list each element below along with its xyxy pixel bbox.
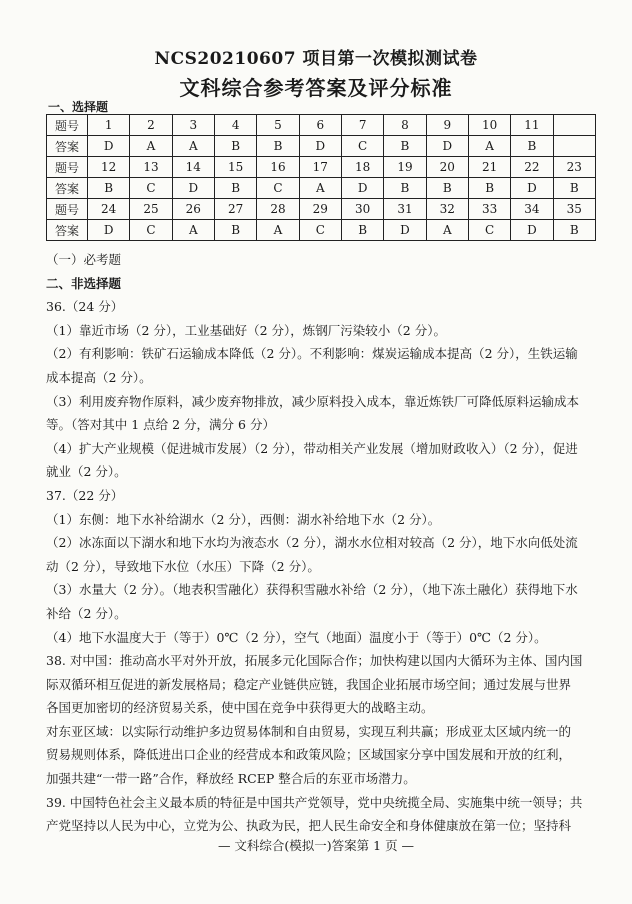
table-cell: 21 <box>468 157 510 178</box>
table-cell: 30 <box>341 199 383 220</box>
table-cell: 9 <box>426 115 468 136</box>
table-cell: A <box>172 220 214 241</box>
question-number-row <box>47 157 596 178</box>
question-number-row <box>47 115 596 136</box>
table-cell: 28 <box>257 199 299 220</box>
table-cell: B <box>511 136 553 157</box>
answer-line: 二、非选择题 <box>46 275 122 291</box>
table-cell: 29 <box>299 199 341 220</box>
answer-line: （4）扩大产业规模（促进城市发展）（2 分），带动相关产业发展（增加财政收入）（2 分），促进 <box>46 440 578 456</box>
answer-body <box>46 248 602 838</box>
answer-line: （3）利用废弃物作原料，减少废弃物排放，减少原料投入成本，靠近炼铁厂可降低原料运输成本 <box>46 393 579 409</box>
table-cell: 34 <box>511 199 553 220</box>
table-cell: 8 <box>384 115 426 136</box>
table-cell: B <box>214 178 256 199</box>
table-cell: 14 <box>172 157 214 178</box>
answer-row <box>47 220 596 241</box>
table-cell: 19 <box>384 157 426 178</box>
table-cell: 13 <box>130 157 172 178</box>
table-cell: D <box>511 178 553 199</box>
table-cell: 25 <box>130 199 172 220</box>
table-cell: 22 <box>511 157 553 178</box>
table-cell: C <box>468 220 510 241</box>
table-cell: B <box>553 178 595 199</box>
answer-line: 成本提高（2 分）。 <box>46 369 152 385</box>
answer-line: 对东亚区域：以实际行动维护多边贸易体制和自由贸易，实现互利共赢；形成亚太区域内统一的 <box>46 723 572 739</box>
table-cell: D <box>172 178 214 199</box>
answer-line: 动（2 分），导致地下水位（水压）下降（2 分）。 <box>46 558 320 574</box>
page-footer: — 文科综合(模拟一)答案第 1 页 — <box>217 838 415 853</box>
table-cell: 35 <box>553 199 595 220</box>
row-header-cell: 题号 <box>47 115 88 136</box>
table-cell: 10 <box>468 115 510 136</box>
table-cell: B <box>341 220 383 241</box>
table-cell: 26 <box>172 199 214 220</box>
section-heading-choice: 一、选择题 <box>48 100 109 114</box>
table-cell: D <box>299 136 341 157</box>
table-cell: 18 <box>341 157 383 178</box>
table-cell: D <box>88 220 130 241</box>
answer-line: （1）靠近市场（2 分），工业基础好（2 分），炼钢厂污染较小（2 分）。 <box>46 322 446 338</box>
answer-line: （一）必考题 <box>46 252 122 267</box>
table-cell: 15 <box>214 157 256 178</box>
table-cell: B <box>384 136 426 157</box>
answer-line: 就业（2 分）。 <box>46 464 127 480</box>
table-cell: 12 <box>88 157 130 178</box>
table-cell: B <box>426 178 468 199</box>
table-cell: A <box>130 136 172 157</box>
answer-line: （1）东侧：地下水补给湖水（2 分），西侧：湖水补给地下水（2 分）。 <box>46 511 441 527</box>
answer-line: 各国更加密切的经济贸易关系，使中国在竞争中获得更大的战略主动。 <box>46 700 434 716</box>
row-header-cell: 答案 <box>47 136 88 157</box>
answer-line: 36.（24 分） <box>46 299 124 315</box>
table-cell: B <box>384 178 426 199</box>
table-cell: B <box>88 178 130 199</box>
table-cell: 27 <box>214 199 256 220</box>
answer-line: 等。（答对其中 1 点给 2 分，满分 6 分） <box>46 417 275 433</box>
table-cell: 33 <box>468 199 510 220</box>
table-cell: 23 <box>553 157 595 178</box>
table-cell: D <box>426 136 468 157</box>
answer-line: 际双循环相互促进的新发展格局；稳定产业链供应链，我国企业拓展市场空间；通过发展与世界 <box>46 676 572 692</box>
table-cell: 20 <box>426 157 468 178</box>
answer-key-subtitle: 文科综合参考答案及评分标准 <box>179 76 453 100</box>
table-cell: A <box>172 136 214 157</box>
answer-line: 贸易规则体系，降低进出口企业的经营成本和政策风险；区域国家分享中国发展和开放的红利， <box>46 747 572 763</box>
question-number-row <box>47 199 596 220</box>
answer-line: 补给（2 分）。 <box>46 605 127 621</box>
table-cell: B <box>214 136 256 157</box>
table-cell: 1 <box>88 115 130 136</box>
row-header-cell: 题号 <box>47 199 88 220</box>
table-cell: D <box>88 136 130 157</box>
table-cell: 32 <box>426 199 468 220</box>
table-cell: B <box>468 178 510 199</box>
answer-line: 39. 中国特色社会主义最本质的特征是中国共产党领导，党中央统揽全局、实施集中统一领导；共 <box>46 794 583 810</box>
table-cell: A <box>468 136 510 157</box>
table-cell: D <box>511 220 553 241</box>
answer-line: （4）地下水温度大于（等于）0℃（2 分），空气（地面）温度小于（等于）0℃（2 分）。 <box>46 629 547 645</box>
table-cell: 31 <box>384 199 426 220</box>
table-cell: 2 <box>130 115 172 136</box>
answer-row <box>47 136 596 157</box>
table-cell <box>553 136 595 157</box>
table-cell: C <box>299 220 341 241</box>
row-header-cell: 答案 <box>47 178 88 199</box>
table-cell: 24 <box>88 199 130 220</box>
answer-line: （3）水量大（2 分）。（地表积雪融化）获得积雪融水补给（2 分），（地下冻土融化）获得地下水 <box>46 582 578 598</box>
table-cell: B <box>214 220 256 241</box>
row-header-cell: 答案 <box>47 220 88 241</box>
answer-line: 37.（22 分） <box>46 487 124 503</box>
table-cell: 5 <box>257 115 299 136</box>
table-cell: C <box>130 178 172 199</box>
exam-title: NCS20210607 项目第一次模拟测试卷 <box>154 49 478 69</box>
table-cell: 4 <box>214 115 256 136</box>
answer-line: （2）冰冻面以下湖水和地下水均为液态水（2 分），湖水水位相对较高（2 分），地下水向低处流 <box>46 535 578 551</box>
answer-line: 产党坚持以人民为中心，立党为公、执政为民，把人民生命安全和身体健康放在第一位；坚持科 <box>46 818 572 834</box>
table-cell: 17 <box>299 157 341 178</box>
row-header-cell: 题号 <box>47 157 88 178</box>
table-cell: A <box>257 220 299 241</box>
table-cell: B <box>257 136 299 157</box>
table-cell: A <box>299 178 341 199</box>
table-cell <box>553 115 595 136</box>
table-cell: C <box>341 136 383 157</box>
table-cell: D <box>341 178 383 199</box>
table-cell: 6 <box>299 115 341 136</box>
table-cell: C <box>257 178 299 199</box>
table-cell: 16 <box>257 157 299 178</box>
table-cell: A <box>426 220 468 241</box>
table-cell: 3 <box>172 115 214 136</box>
answer-line: （2）有利影响：铁矿石运输成本降低（2 分）。不利影响：煤炭运输成本提高（2 分），生铁运输 <box>46 346 578 362</box>
answer-line: 38. 对中国：推动高水平对外开放，拓展多元化国际合作；加快构建以国内大循环为主体、国内国 <box>46 653 583 669</box>
table-cell: 11 <box>511 115 553 136</box>
answer-row <box>47 178 596 199</box>
table-cell: 7 <box>341 115 383 136</box>
answer-line: 加强共建“一带一路”合作，释放经 RCEP 整合后的东亚市场潜力。 <box>46 771 416 787</box>
answer-table <box>46 114 596 241</box>
table-cell: B <box>553 220 595 241</box>
table-cell: C <box>130 220 172 241</box>
table-cell: D <box>384 220 426 241</box>
